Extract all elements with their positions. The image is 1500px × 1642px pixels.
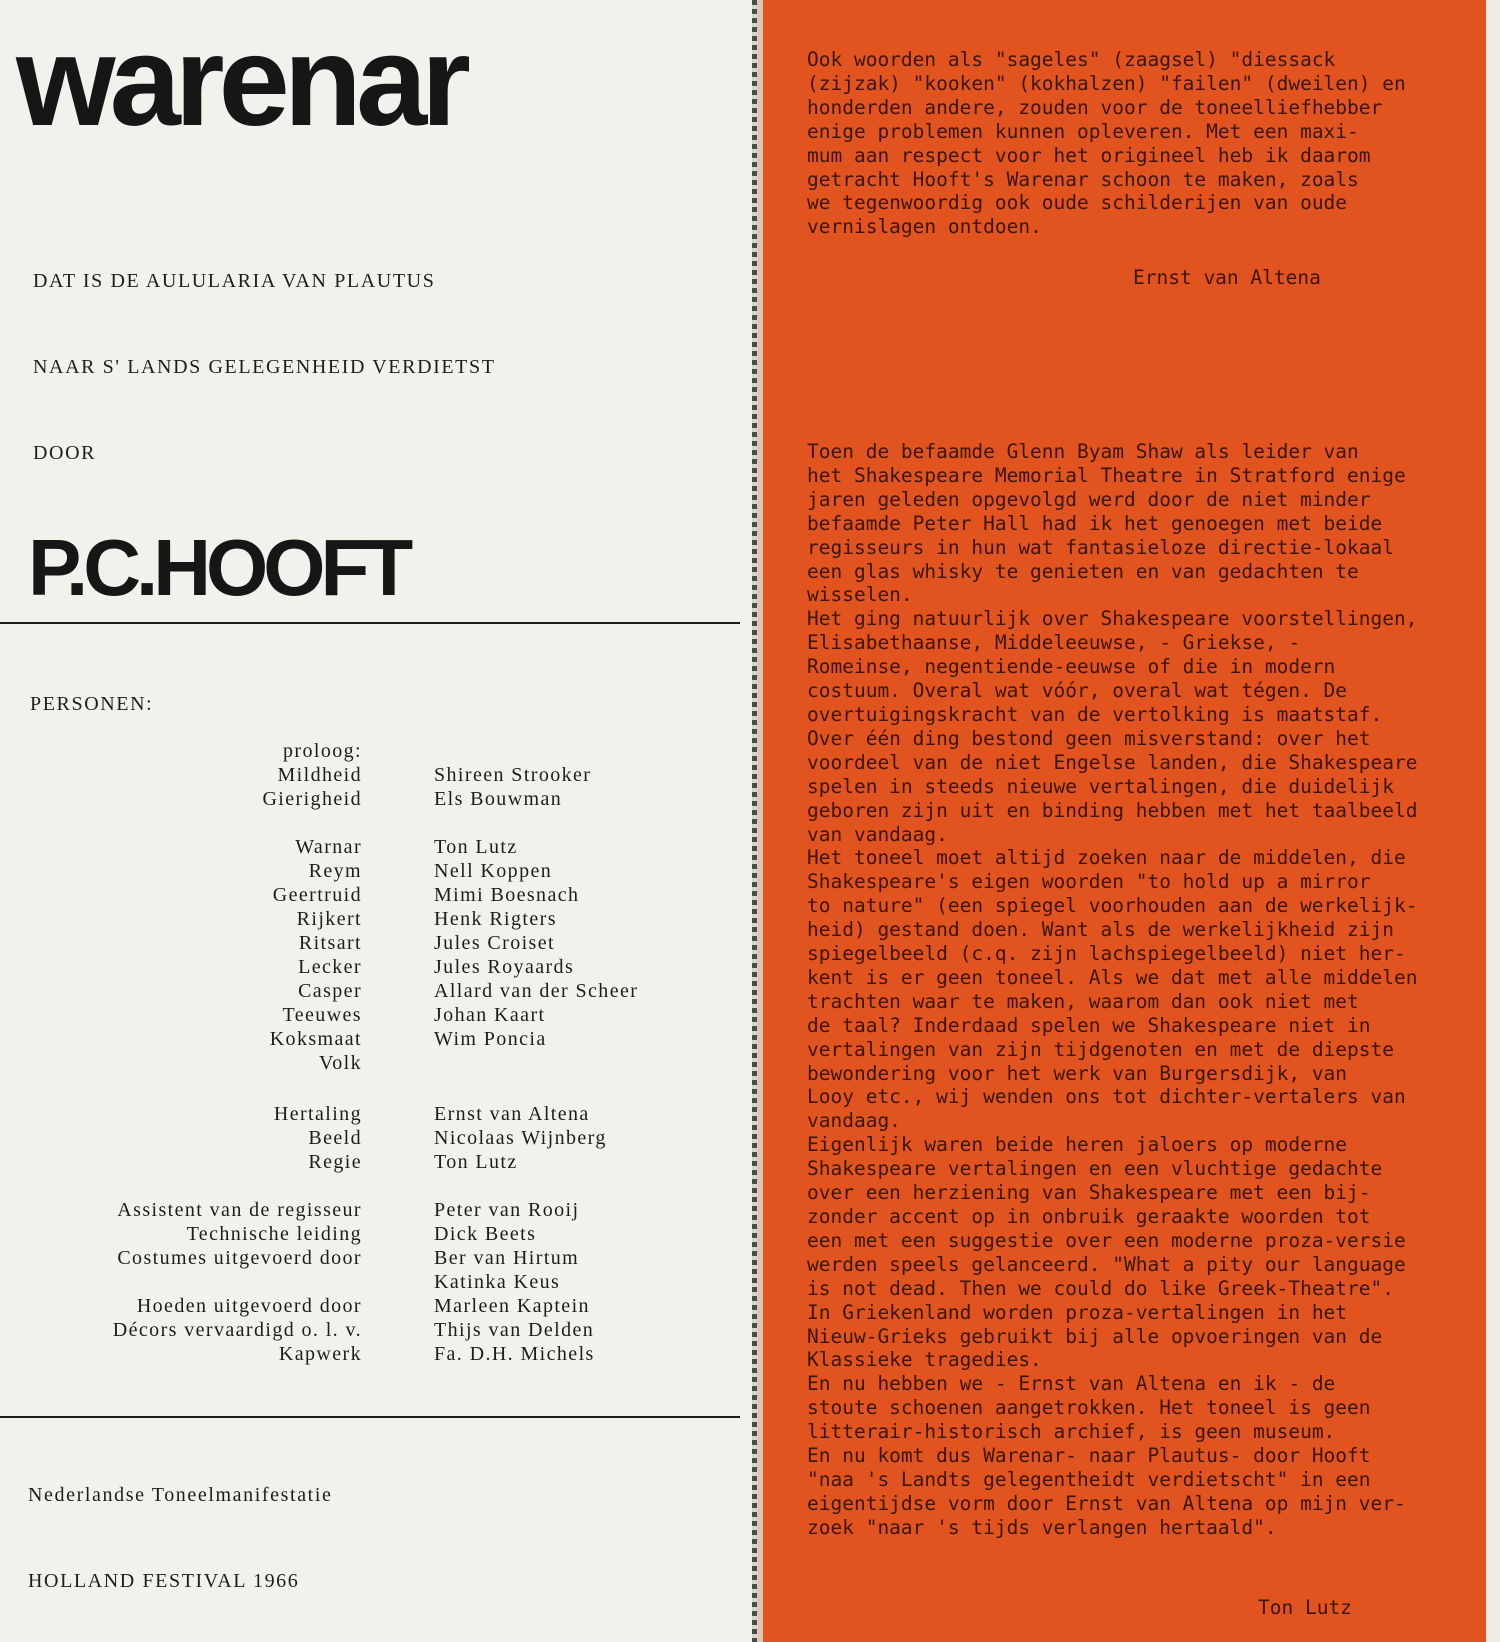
cast-role: Regie [308,1151,362,1173]
cast-role: Hertaling [273,1103,362,1125]
text-line: spiegelbeeld (c.q. zijn lachspiegelbeeld) niet her- [807,942,1406,966]
cast-actor: Henk Rigters [434,908,557,930]
text-line: van vandaag. [807,822,948,846]
cast-row [0,1343,752,1367]
text-line: vertalingen van zijn tijdgenoten en met de diepste [807,1037,1394,1061]
cast-actor: Ber van Hirtum [434,1247,580,1269]
cast-actor: Peter van Rooij [434,1199,580,1221]
footer-festival: HOLLAND FESTIVAL 1966 [28,1570,300,1592]
cast-actor: Johan Kaart [434,1004,546,1026]
cast-row [0,1127,752,1151]
cast-role: Mildheid [277,764,362,786]
cast-row [0,1004,752,1028]
text-line: een glas whisky te genieten en van gedachten te [807,559,1359,583]
text-line: Toen de befaamde Glenn Byam Shaw als leider van [807,440,1359,463]
text-line: is not dead. Then we could do like Greek-Theatre". [807,1276,1394,1300]
text-line: En nu hebben we - Ernst van Altena en ik - de [807,1372,1336,1396]
cast-role: Technische leiding [186,1223,362,1245]
subtitle-verdietst: NAAR S' LANDS GELEGENHEID VERDIETST [33,356,496,378]
cast-row [0,836,752,860]
cast-row [0,1295,752,1319]
text-line: Eigenlijk waren beide heren jaloers op moderne [807,1133,1348,1157]
cast-role: Kapwerk [278,1343,362,1365]
text-line: bewondering voor het werk van Burgersdijk, van [807,1061,1348,1085]
cast-row [0,1247,752,1271]
text-line: Shakespeare's eigen woorden "to hold up a mirror [807,870,1371,894]
cast-row [0,956,752,980]
text-line: werden speels gelanceerd. "What a pity our language [807,1252,1406,1276]
text-line: een met een suggestie over een moderne proza-versie [807,1228,1406,1252]
text-line: honderden andere, zouden voor de toneelliefhebber [807,95,1383,119]
cast-row [0,1271,752,1295]
text-line: Elisabethaanse, Middeleeuwse, - Griekse, - [807,631,1301,655]
cast-row [0,860,752,884]
cast-row [0,740,752,764]
text-line: costuum. Overal wat vóór, overal wat tégen. De [807,679,1348,703]
text-line: kent is er geen toneel. Als we dat met alle middelen [807,965,1418,989]
cast-actor: Shireen Strooker [434,764,592,786]
subtitle-door: DOOR [33,442,97,464]
cast-actor: Mimi Boesnach [434,884,580,906]
cast-actor: Ton Lutz [434,1151,518,1173]
cast-actor: Thijs van Delden [434,1319,595,1341]
cast-actor: Dick Beets [434,1223,537,1245]
cast-actor: Nicolaas Wijnberg [434,1127,607,1149]
text-line: wisselen. [807,583,913,607]
cast-role: Gierigheid [262,788,362,810]
cast-role: Casper [298,980,362,1002]
cast-role: Volk [318,1052,362,1074]
text-line: Het ging natuurlijk over Shakespeare voorstellingen, [807,607,1418,631]
text-line: eigentijdse vorm door Ernst van Altena op mijn ver- [807,1491,1406,1515]
text-line: de taal? Inderdaad spelen we Shakespeare niet in [807,1013,1371,1037]
text-line: Shakespeare vertalingen en een vluchtige gedachte [807,1157,1383,1181]
cast-actor: Katinka Keus [434,1271,561,1293]
text-line: regisseurs in hun wat fantasieloze directie-lokaal [807,535,1394,559]
text-line: jaren geleden opgevolgd werd door de niet minder [807,487,1371,511]
text-line: litterair-historisch archief, is geen museum. [807,1420,1336,1444]
text-line: spelen in steeds nieuwe vertalingen, die duidelijk [807,774,1394,798]
text-line: overtuigingskracht van de vertolking is maatstaf. [807,702,1383,726]
cast-actor: Els Bouwman [434,788,563,810]
text-line: (zijzak) "kooken" (kokhalzen) "failen" (dweilen) en [807,71,1406,95]
cast-role: Hoeden uitgevoerd door [136,1295,362,1317]
cast-role: Warnar [295,836,362,858]
text-line: befaamde Peter Hall had ik het genoegen met beide [807,511,1383,535]
text-line: Ook woorden als "sageles" (zaagsel) "diessack [807,48,1336,71]
text-line: heid) gestand doen. Want als de werkelijkheid zijn [807,918,1394,942]
text-line: we tegenwoordig ook oude schilderijen van oude [807,191,1348,215]
cast-row [0,908,752,932]
cast-actor: Wim Poncia [434,1028,547,1050]
text-line: vernislagen ontdoen. [807,215,1042,239]
cast-role: Lecker [298,956,362,978]
cast-actor: Fa. D.H. Michels [434,1343,595,1365]
director-essay [807,440,1477,1540]
text-line: getracht Hooft's Warenar schoon te maken, zoals [807,167,1359,191]
cast-role: Beeld [308,1127,362,1149]
text-line: Over één ding bestond geen misverstand: over het [807,726,1371,750]
text-line: het Shakespeare Memorial Theatre in Stratford enige [807,463,1406,487]
cast-row [0,764,752,788]
footer-organisation: Nederlandse Toneelmanifestatie [28,1484,333,1506]
essay-signature: Ton Lutz [1258,1596,1352,1619]
text-line: Looy etc., wij wenden ons tot dichter-vertalers van [807,1085,1406,1109]
text-line: Het toneel moet altijd zoeken naar de middelen, die [807,846,1406,870]
play-title: warenar [16,10,465,153]
author-name: P.C.HOOFT [28,523,409,612]
cast-row [0,1052,752,1076]
cast-actor: Allard van der Scheer [434,980,639,1002]
text-line: In Griekenland worden proza-vertalingen in het [807,1300,1348,1324]
cast-role: Teeuwes [282,1004,362,1026]
note-signature: Ernst van Altena [1133,266,1321,289]
cast-actor: Jules Croiset [434,932,555,954]
cast-role: proloog: [283,740,362,762]
text-line: Nieuw-Grieks gebruikt bij alle opvoeringen van de [807,1324,1383,1348]
cast-actor: Marleen Kaptein [434,1295,590,1317]
cast-row [0,1103,752,1127]
translator-note [807,48,1477,239]
text-line: to nature" (een spiegel voorhouden aan de werkelijk- [807,894,1418,918]
text-line: zonder accent op in onbruik geraakte woorden tot [807,1205,1371,1228]
cast-heading: PERSONEN: [30,693,154,715]
cast-row [0,980,752,1004]
cast-row [0,1319,752,1343]
divider [0,622,740,624]
text-line: geboren zijn uit en binding hebben met het taalbeeld [807,798,1418,822]
cast-row [0,1028,752,1052]
cast-row [0,1223,752,1247]
cast-row [0,1199,752,1223]
cast-row [0,932,752,956]
text-line: Klassieke tragedies. [807,1348,1042,1372]
text-line: Romeinse, negentiende-eeuwse of die in modern [807,655,1336,679]
text-line: voordeel van de niet Engelse landen, die Shakespeare [807,750,1418,774]
cast-role: Geertruid [272,884,362,906]
cast-role: Décors vervaardigd o. l. v. [112,1319,362,1341]
text-line: enige problemen kunnen opleveren. Met een maxi- [807,119,1359,143]
page-edge [1486,0,1500,1642]
cast-actor: Jules Royaards [434,956,575,978]
text-line: "naa 's Landts gelegentheidt verdietscht" in een [807,1467,1371,1491]
cast-row [0,884,752,908]
cast-role: Ritsart [298,932,362,954]
cast-role: Costumes uitgevoerd door [117,1247,362,1269]
cast-actor: Nell Koppen [434,860,553,882]
text-line: stoute schoenen aangetrokken. Het toneel is geen [807,1396,1371,1420]
text-line: vandaag. [807,1109,901,1133]
cast-actor: Ton Lutz [434,836,518,858]
text-line: over een herziening van Shakespeare met een bij- [807,1181,1371,1205]
cast-role: Koksmaat [269,1028,362,1050]
text-line: mum aan respect voor het origineel heb ik daarom [807,143,1371,167]
cast-row [0,788,752,812]
text-line: En nu komt dus Warenar- naar Plautus- door Hooft [807,1444,1371,1468]
cast-role: Reym [308,860,362,882]
divider [0,1416,740,1418]
cast-role: Rijkert [296,908,362,930]
text-line: trachten waar te maken, waarom dan ook niet met [807,989,1359,1013]
cast-row [0,1151,752,1175]
subtitle-aulularia: DAT IS DE AULULARIA VAN PLAUTUS [33,270,436,292]
cast-role: Assistent van de regisseur [117,1199,362,1221]
text-line: zoek "naar 's tijds verlangen hertaald". [807,1515,1277,1539]
cast-actor: Ernst van Altena [434,1103,590,1125]
